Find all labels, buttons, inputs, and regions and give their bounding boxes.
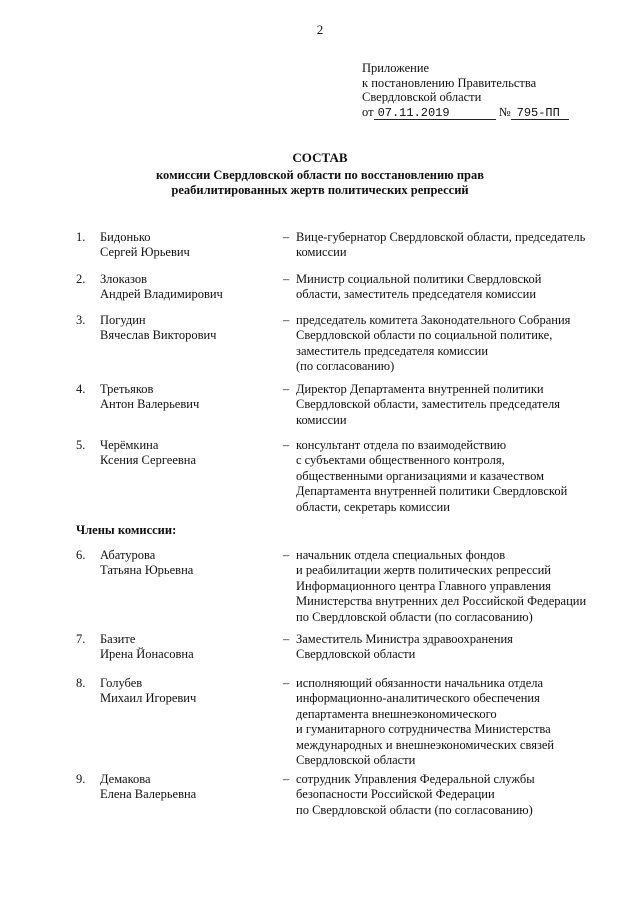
- appendix-block: [362, 61, 569, 120]
- member-name: [100, 676, 280, 707]
- member-position: [296, 548, 606, 625]
- entry-number: 3.: [76, 313, 86, 327]
- position-line: комиссии: [296, 412, 347, 427]
- position-line: с субъектами общественного контроля,: [296, 453, 505, 468]
- position-line: международных и внешнеэкономических связей: [296, 737, 555, 752]
- position-line: общественными организациями и казачеством: [296, 468, 545, 483]
- position-line: (по согласованию): [296, 359, 395, 374]
- entry-dash: –: [283, 632, 290, 646]
- entry-number: 4.: [76, 382, 86, 396]
- position-line: исполняющий обязанности начальника отдела: [296, 676, 544, 690]
- page-number: 2: [316, 22, 324, 37]
- position-line: Информационного центра Главного управления: [296, 578, 551, 593]
- position-line: Министерства внутренних дел Российской Федерации: [296, 594, 587, 609]
- subtitle-line-1: комиссии Свердловской области по восстановлению прав: [156, 168, 484, 182]
- member-given-names: Вячеслав Викторович: [100, 328, 217, 343]
- member-surname: Демакова: [100, 772, 151, 786]
- position-line: Директор Департамента внутренней политики: [296, 382, 544, 396]
- member-given-names: Сергей Юрьевич: [100, 245, 190, 260]
- entry-dash: –: [283, 230, 290, 244]
- member-surname: Абатурова: [100, 548, 156, 562]
- position-line: департамента внешнеэкономического: [296, 706, 497, 721]
- member-position: [296, 676, 606, 768]
- member-position: [296, 272, 606, 303]
- position-line: Свердловской области: [296, 753, 416, 768]
- entry-number: 5.: [76, 438, 86, 452]
- document-title: СОСТАВ: [292, 150, 348, 165]
- entry-dash: –: [283, 676, 290, 690]
- entry-number: 8.: [76, 676, 86, 690]
- member-surname: Черёмкина: [100, 438, 159, 452]
- member-name: [100, 272, 280, 303]
- position-line: Свердловской области по социальной политике,: [296, 328, 553, 343]
- member-surname: Третьяков: [100, 382, 154, 396]
- position-line: по Свердловской области (по согласованию): [296, 802, 533, 817]
- member-name: [100, 230, 280, 261]
- position-line: председатель комитета Законодательного Собрания: [296, 313, 571, 327]
- member-given-names: Михаил Игоревич: [100, 691, 197, 706]
- entry-number: 7.: [76, 632, 86, 646]
- position-line: сотрудник Управления Федеральной службы: [296, 772, 535, 786]
- position-line: Вице-губернатор Свердловской области, председатель: [296, 230, 586, 244]
- appendix-line-3: Свердловской области: [362, 90, 482, 104]
- member-position: [296, 230, 606, 261]
- entry-dash: –: [283, 313, 290, 327]
- member-name: [100, 382, 280, 413]
- entry-number: 2.: [76, 272, 86, 286]
- position-line: области, секретарь комиссии: [296, 499, 450, 514]
- member-position: [296, 438, 606, 515]
- resolution-date: 07.11.2019: [374, 107, 496, 120]
- position-line: по Свердловской области (по согласованию): [296, 609, 533, 624]
- member-given-names: Елена Валерьевна: [100, 787, 197, 802]
- entry-dash: –: [283, 382, 290, 396]
- from-label: от: [362, 104, 374, 119]
- member-given-names: Ксения Сергеевна: [100, 453, 197, 468]
- appendix-date-line: [362, 105, 569, 120]
- entry-dash: –: [283, 772, 290, 786]
- member-given-names: Ирена Йонасовна: [100, 647, 194, 662]
- member-name: [100, 772, 280, 803]
- number-label: №: [498, 104, 511, 119]
- entry-number: 1.: [76, 230, 86, 244]
- appendix-line-2: к постановлению Правительства: [362, 75, 537, 90]
- member-name: [100, 313, 280, 344]
- member-surname: Злоказов: [100, 272, 148, 286]
- member-surname: Бидонько: [100, 230, 151, 244]
- position-line: Департамента внутренней политики Свердловской: [296, 484, 568, 499]
- member-given-names: Андрей Владимирович: [100, 287, 223, 302]
- position-line: начальник отдела специальных фондов: [296, 548, 506, 562]
- position-line: комиссии: [296, 245, 347, 260]
- subtitle-line-2: реабилитированных жертв политических репрессий: [171, 183, 469, 197]
- document-subtitle: [0, 168, 640, 198]
- position-line: Свердловской области: [296, 647, 416, 662]
- entry-dash: –: [283, 272, 290, 286]
- member-surname: Базите: [100, 632, 136, 646]
- position-line: заместитель председателя комиссии: [296, 343, 489, 358]
- member-name: [100, 632, 280, 663]
- member-given-names: Антон Валерьевич: [100, 397, 200, 412]
- position-line: Свердловской области, заместитель председателя: [296, 397, 560, 412]
- position-line: области, заместитель председателя комиссии: [296, 287, 537, 302]
- position-line: Заместитель Министра здравоохранения: [296, 632, 513, 646]
- member-name: [100, 548, 280, 579]
- position-line: безопасности Российской Федерации: [296, 787, 495, 802]
- entry-number: 6.: [76, 548, 86, 562]
- position-line: и гуманитарного сотрудничества Министерства: [296, 722, 551, 737]
- member-given-names: Татьяна Юрьевна: [100, 563, 194, 578]
- position-line: консультант отдела по взаимодействию: [296, 438, 507, 452]
- position-line: информационно-аналитического обеспечения: [296, 691, 540, 706]
- member-name: [100, 438, 280, 469]
- member-surname: Погудин: [100, 313, 146, 327]
- entry-dash: –: [283, 548, 290, 562]
- member-surname: Голубев: [100, 676, 143, 690]
- member-position: [296, 382, 606, 428]
- entry-number: 9.: [76, 772, 86, 786]
- position-line: Министр социальной политики Свердловской: [296, 272, 542, 286]
- resolution-number: 795-ПП: [511, 107, 569, 120]
- member-position: [296, 313, 606, 375]
- member-position: [296, 632, 606, 663]
- member-position: [296, 772, 606, 818]
- entry-dash: –: [283, 438, 290, 452]
- appendix-line-1: Приложение: [362, 61, 430, 75]
- members-heading: Члены комиссии:: [76, 523, 177, 537]
- position-line: и реабилитации жертв политических репрессий: [296, 563, 551, 578]
